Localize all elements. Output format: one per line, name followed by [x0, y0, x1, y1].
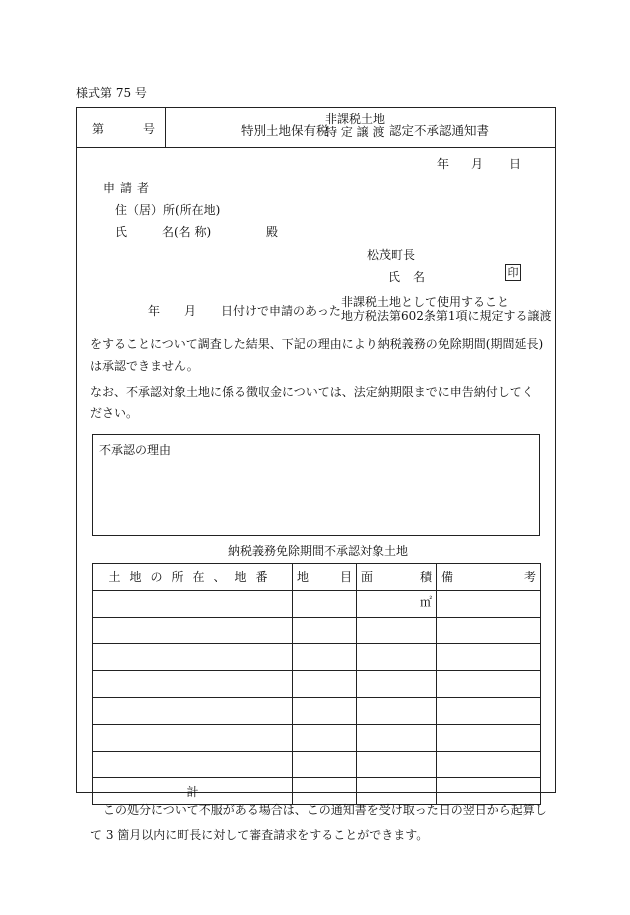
body-stack-bottom: 地方税法第602条第1項に規定する譲渡	[341, 309, 552, 323]
cell-area[interactable]	[357, 590, 437, 617]
body-line-1: をすることについて調査した結果、下記の理由により納税義務の免除期間(期間延長)	[90, 337, 544, 351]
table-row	[93, 644, 541, 671]
number-prefix: 第	[92, 122, 105, 136]
land-table-header	[93, 564, 541, 591]
cell-location[interactable]	[93, 724, 293, 751]
cell-remarks[interactable]	[437, 724, 541, 751]
cell-location[interactable]	[93, 751, 293, 778]
cell-area[interactable]	[357, 671, 437, 698]
applicant-honorific: 殿	[266, 225, 279, 239]
body-line-2: は承認できません。	[90, 359, 199, 373]
date-month: 月	[471, 157, 484, 171]
issuer-title: 松茂町長	[367, 248, 416, 262]
body-stack-top: 非課税土地として使用すること	[341, 295, 510, 309]
date-year: 年	[437, 157, 450, 171]
document-title-prefix: 特別土地保有税	[241, 123, 329, 138]
form-number: 様式第 75 号	[76, 86, 147, 100]
cell-location[interactable]	[93, 644, 293, 671]
body-line-4: ださい。	[90, 406, 139, 420]
cell-remarks[interactable]	[437, 671, 541, 698]
header-area	[357, 564, 437, 591]
cell-remarks[interactable]	[437, 590, 541, 617]
cell-area[interactable]	[357, 617, 437, 644]
body-year: 年	[148, 304, 161, 318]
cell-area[interactable]	[357, 644, 437, 671]
header-category-a: 地	[297, 570, 310, 585]
cell-location[interactable]	[93, 590, 293, 617]
appeal-notice-line-1: この処分について不服がある場合は、この通知書を受け取った日の翌日から起算し	[103, 803, 547, 817]
applicant-address-label: 住（居）所(所在地)	[115, 203, 221, 217]
document-title-suffix: 認定不承認通知書	[389, 123, 490, 138]
reason-label: 不承認の理由	[99, 443, 172, 457]
land-table-title: 納税義務免除期間不承認対象土地	[228, 544, 409, 558]
cell-area[interactable]	[357, 724, 437, 751]
land-table	[92, 563, 541, 805]
cell-area[interactable]	[357, 697, 437, 724]
cell-remarks[interactable]	[437, 644, 541, 671]
header-location: 土地の所在、地番	[93, 564, 293, 591]
header-category	[293, 564, 357, 591]
cell-category[interactable]	[293, 751, 357, 778]
table-row	[93, 590, 541, 617]
header-remarks-b: 考	[523, 570, 536, 585]
cell-category[interactable]	[293, 617, 357, 644]
applicant-name-label-b: 名(名 称)	[162, 225, 212, 239]
cell-remarks[interactable]	[437, 751, 541, 778]
table-row	[93, 617, 541, 644]
total-label: 計	[93, 778, 293, 805]
seal-stamp-box: 印	[505, 264, 521, 281]
applicant-label: 申請者	[103, 181, 155, 195]
header-category-b: 目	[339, 570, 352, 585]
body-dated-text: 日付けで申請のあった	[221, 304, 341, 318]
body-line-3: なお、不承認対象土地に係る徴収金については、法定納期限までに申告納付してく	[90, 385, 534, 399]
cell-remarks[interactable]	[437, 697, 541, 724]
title-stack-bottom: 特 定 譲 渡	[325, 125, 385, 139]
cell-location[interactable]	[93, 617, 293, 644]
header-remarks	[437, 564, 541, 591]
area-unit: ㎡	[419, 594, 432, 609]
header-area-b: 積	[419, 570, 432, 585]
cell-category[interactable]	[293, 671, 357, 698]
cell-location[interactable]	[93, 671, 293, 698]
header-divider	[76, 147, 556, 148]
title-stack-top: 非課税土地	[325, 112, 386, 126]
cell-category[interactable]	[293, 644, 357, 671]
table-row	[93, 724, 541, 751]
cell-area[interactable]	[357, 751, 437, 778]
header-area-a: 面	[361, 570, 374, 585]
cell-location[interactable]	[93, 697, 293, 724]
table-row	[93, 671, 541, 698]
table-row	[93, 697, 541, 724]
cell-category[interactable]	[293, 697, 357, 724]
body-month: 月	[184, 304, 197, 318]
table-row	[93, 751, 541, 778]
cell-category[interactable]	[293, 724, 357, 751]
appeal-notice-line-2: て 3 箇月以内に町長に対して審査請求をすることができます。	[90, 828, 429, 842]
cell-category[interactable]	[293, 590, 357, 617]
issuer-name-label-b: 名	[413, 270, 426, 284]
document-title-stack	[325, 113, 385, 139]
header-remarks-a: 備	[441, 570, 454, 585]
issuer-name-label-a: 氏	[388, 270, 401, 284]
cell-remarks[interactable]	[437, 617, 541, 644]
number-suffix: 号	[143, 122, 156, 136]
body-stack	[341, 295, 552, 323]
applicant-name-label-a: 氏	[115, 225, 128, 239]
date-day: 日	[509, 157, 522, 171]
header-separator	[165, 107, 166, 147]
